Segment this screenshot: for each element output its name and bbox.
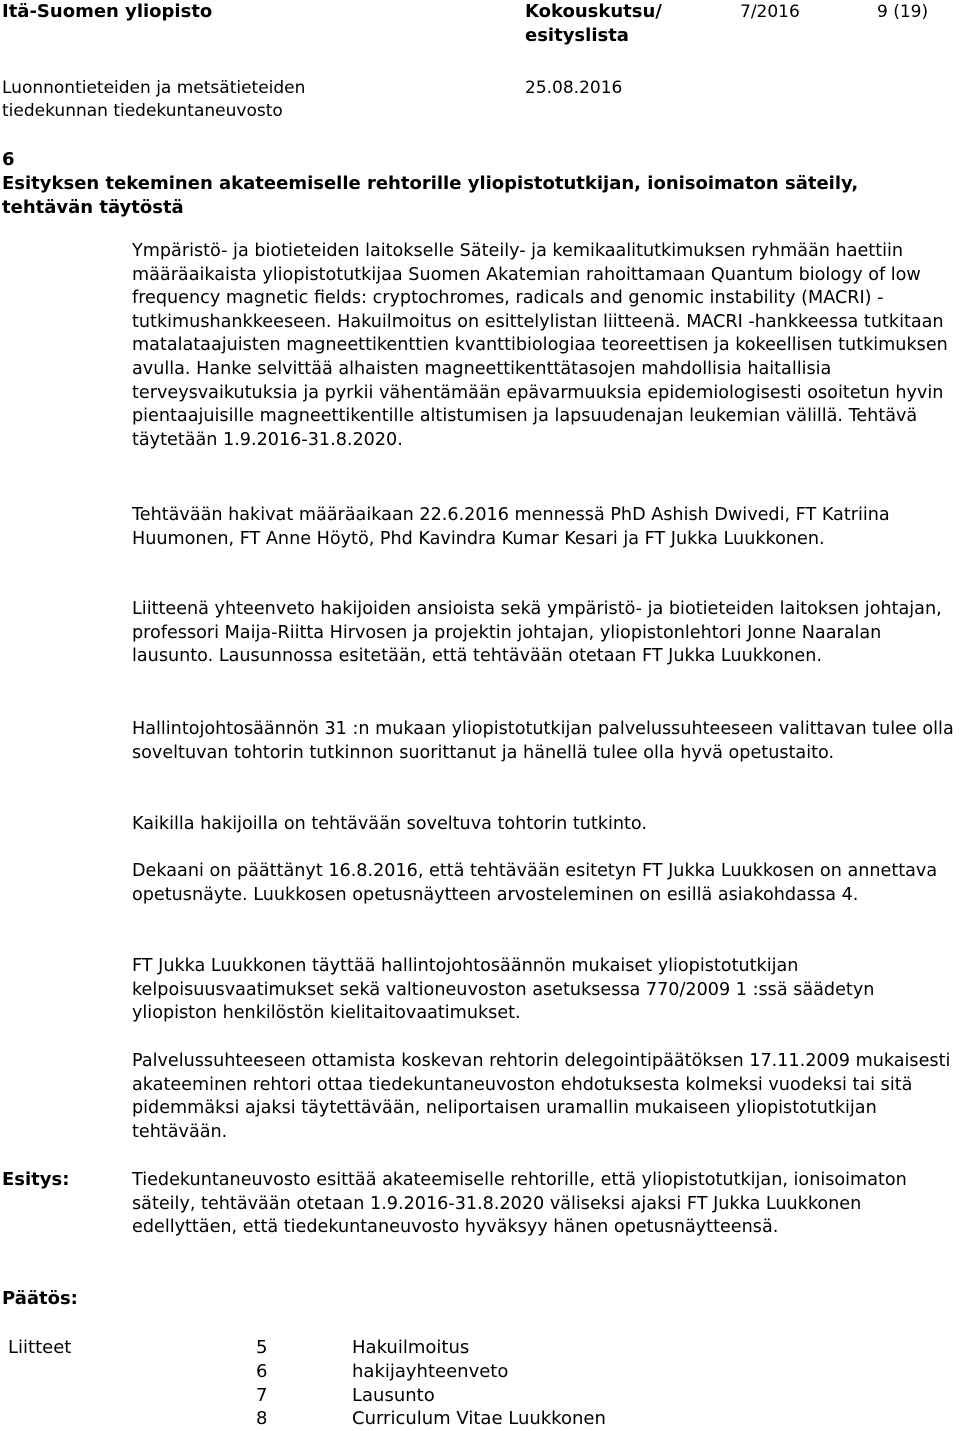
- body-paragraph: Liitteenä yhteenveto hakijoiden ansioista sekä ympäristö- ja biotieteiden laitoksen johtajan, professori Maija-Riitta Hirvosen ja projektin johtajan, yliopistonlehtori Jonne Naaralan lausunto. Lausunnossa esitetään, että tehtävään otetaan FT Jukka Luukkonen.: [132, 599, 942, 667]
- decision-label: Päätös:: [2, 1288, 78, 1309]
- page-number: 9 (19): [877, 2, 929, 22]
- attachment-name: Lausunto: [352, 1385, 435, 1406]
- item-title: Esityksen tekeminen akateemiselle rehtorille yliopistotutkijan, ionisoimaton säteily,: [2, 173, 859, 194]
- document-type-cont: esityslista: [525, 25, 629, 46]
- attachment-name: Curriculum Vitae Luukkonen: [352, 1408, 606, 1429]
- attachment-name: Hakuilmoitus: [352, 1337, 470, 1358]
- body-paragraph: Hallintojohtosäännön 31 :n mukaan yliopistotutkijan palvelussuhteeseen valittavan tulee olla soveltuvan tohtorin tutkinnon suorittanut ja hänellä tulee olla hyvä opetustaito.: [132, 719, 954, 763]
- document-type: Kokouskutsu/: [525, 1, 662, 22]
- attachment-name: hakijayhteenveto: [352, 1361, 509, 1382]
- attachment-number: 7: [256, 1385, 268, 1406]
- item-title-cont: tehtävän täytöstä: [2, 197, 184, 218]
- body-paragraph: Dekaani on päättänyt 16.8.2016, että tehtävään esitetyn FT Jukka Luukkosen on annettava opetusnäyte. Luukkosen opetusnäytteen arvosteleminen on esillä asiakohdassa 4.: [132, 861, 938, 905]
- faculty-council: tiedekunnan tiedekuntaneuvosto: [2, 101, 283, 121]
- document-number: 7/2016: [740, 2, 800, 22]
- body-paragraph: Tehtävään hakivat määräaikaan 22.6.2016 mennessä PhD Ashish Dwivedi, FT Katriina Huumonen, FT Anne Höytö, Phd Kavindra Kumar Kesari ja FT Jukka Luukkonen.: [132, 505, 890, 549]
- body-paragraph: Kaikilla hakijoilla on tehtävään soveltuva tohtorin tutkinto.: [132, 814, 647, 834]
- faculty-name: Luonnontieteiden ja metsätieteiden: [2, 78, 306, 98]
- attachment-number: 6: [256, 1361, 268, 1382]
- body-paragraph: FT Jukka Luukkonen täyttää hallintojohtosäännön mukaiset yliopistotutkijan kelpoisuusvaatimukset sekä valtioneuvoston asetuksessa 770/2009 1 :ssä säädetyn yliopiston henkilöstön kielitaitovaatimukset.: [132, 956, 875, 1024]
- meeting-date: 25.08.2016: [525, 78, 623, 98]
- body-paragraph: Ympäristö- ja biotieteiden laitokselle Säteily- ja kemikaalitutkimuksen ryhmään haettiin määräaikaista yliopistotutkijaa Suomen Akatemian rahoittamaan Quantum biology of low frequency magnetic fields: cryptochromes, radicals and genomic instability (MACRI) -tutkimushankkeeseen. Hakuilmoitus on esittelylistan liitteenä. MACRI -hankkeessa tutkitaan matalataajuisten magneettikenttien kvanttibiologiaa teoreettisen ja kokeellisen tutkimuksen avulla. Hanke selvittää alhaisten magneettikenttätasojen mahdollisia haitallisia terveysvaikutuksia ja pyrkii vähentämään epävarmuuksia epidemiologisesti osoitetun hyvin pientaajuisille magneettikentille altistumisen ja lapsuudenajan leukemian välillä. Tehtävä täytetään 1.9.2016-31.8.2020.: [132, 241, 948, 450]
- proposal-text: Tiedekuntaneuvosto esittää akateemiselle rehtorille, että yliopistotutkijan, ionisoimaton säteily, tehtävään otetaan 1.9.2016-31.8.2020 väliseksi ajaksi FT Jukka Luukkonen edellyttäen, että tiedekuntaneuvosto hyväksyy hänen opetusnäytteensä.: [132, 1170, 907, 1238]
- attachments-label: Liitteet: [8, 1337, 72, 1358]
- attachment-number: 5: [256, 1337, 268, 1358]
- body-paragraph: Palvelussuhteeseen ottamista koskevan rehtorin delegointipäätöksen 17.11.2009 mukaisesti akateeminen rehtori ottaa tiedekuntaneuvoston ehdotuksesta kolmeksi vuodeksi tai sitä pidemmäksi ajaksi täytettävään, neliportaisen uramallin mukaiseen yliopistotutkijan tehtävään.: [132, 1051, 951, 1142]
- attachment-number: 8: [256, 1408, 268, 1429]
- item-number: 6: [2, 149, 15, 170]
- proposal-label: Esitys:: [2, 1169, 70, 1190]
- organization-name: Itä-Suomen yliopisto: [2, 1, 213, 22]
